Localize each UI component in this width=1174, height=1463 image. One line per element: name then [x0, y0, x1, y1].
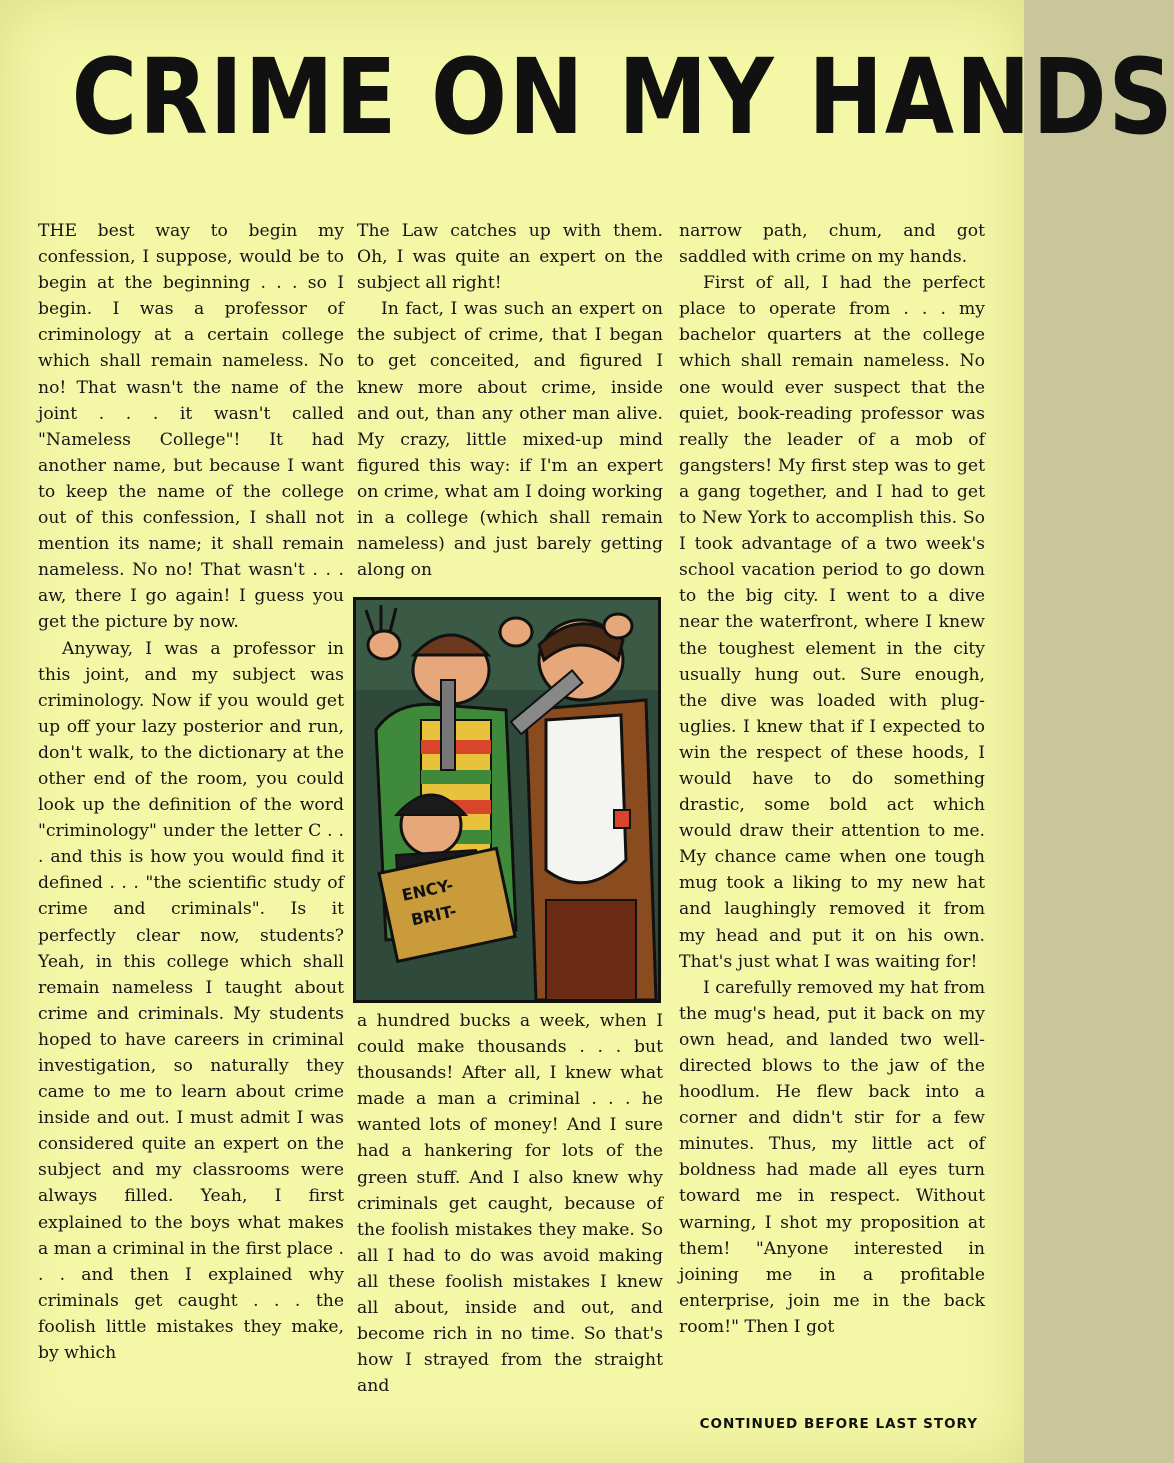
paragraph: a hundred bucks a week, when I could make thousands . . . but thousands! After all, I knew what made a man a criminal . . . he wanted lots of money! And I sure had a hankering for lots of the green stuff. And I also knew why criminals get caught, because of the foolish mistakes they make. So all I had to do was avoid making all these foolish mistakes I knew all about, inside and out, and become rich in no time. So that's how I strayed from the straight and — [357, 1011, 663, 1397]
book-label-1: ENCY- — [400, 875, 455, 905]
paragraph: Anyway, I was a professor in this joint, and my subject was criminology. Now if you would get up off your lazy posterior and run, don't walk, to the dictionary at the other end of the room, you could look up the definition of the word "criminology" under the letter C . . . and this is how you would find it defined . . . "the scientific study of crime and criminals". Is it perfectly clear now, students? Yeah, in this college which shall remain nameless I taught about crime and criminals. My students hoped to have careers in criminal investigation, so naturally they came to me to learn about crime inside and out. I must admit I was considered quite an expert on the subject and my classrooms were always filled. Yeah, I first explained to the boys what makes a man a criminal in the first place . . . and then I explained why criminals get caught . . . the foolish little mistakes they make, by which — [38, 638, 344, 1364]
comic-illustration-panel — [353, 597, 661, 1003]
paragraph: The Law catches up with them. Oh, I was quite an expert on the subject all right! — [357, 221, 663, 294]
text-column-1 — [38, 218, 344, 1366]
paragraph: THE best way to begin my confession, I suppose, would be to begin at the beginning . . . so I begin. I was a professor of criminology at a certain college which shall remain nameless. No no! That wasn't the name of the joint . . . it wasn't called "Nameless College"! It had another name, but because I want to keep the name of the college out of this confession, I shall not mention its name; it shall remain nameless. No no! That wasn't . . . aw, there I go again! I guess you get the picture by now. — [38, 221, 344, 633]
story-title: CRIME ON MY HANDS — [71, 36, 1174, 158]
paragraph: In fact, I was such an expert on the subject of crime, that I began to get conceited, and figured I knew more about crime, inside and out, than any other man alive. My crazy, little mixed-up mind figured this way: if I'm an expert on crime, what am I doing working in a college (which shall remain nameless) and just barely getting along on — [357, 299, 663, 581]
book-label-2: BRIT- — [409, 901, 459, 930]
holdup-illustration — [356, 600, 658, 1000]
continued-note: CONTINUED BEFORE LAST STORY — [699, 1416, 978, 1432]
text-column-3 — [679, 218, 985, 1340]
paragraph: narrow path, chum, and got saddled with crime on my hands. — [679, 221, 985, 268]
paragraph: I carefully removed my hat from the mug's head, put it back on my own head, and landed two well-directed blows to the jaw of the hoodlum. He flew back into a corner and didn't stir for a few minutes. Thus, my little act of boldness had made all eyes turn toward me in respect. Without warning, I shot my proposition at them! "Anyone interested in joining me in a profitable enterprise, join me in the back room!" Then I got — [679, 977, 985, 1337]
paragraph: First of all, I had the perfect place to operate from . . . my bachelor quarters at the college which shall remain nameless. No one would ever suspect that the quiet, book-reading professor was really the leader of a mob of gangsters! My first step was to get a gang together, and I had to get to New York to accomplish this. So I took advantage of a two week's school vacation period to go down to the big city. I went to a dive near the waterfront, where I knew the toughest element in the city usually hung out. Sure enough, the dive was loaded with plug-uglies. I knew that if I expected to win the respect of these hoods, I would have to do something drastic, some bold act which would draw their attention to me. My chance came when one tough mug took a liking to my new hat and laughingly removed it from my head and put it on his own. That's just what I was waiting for! — [679, 273, 985, 972]
